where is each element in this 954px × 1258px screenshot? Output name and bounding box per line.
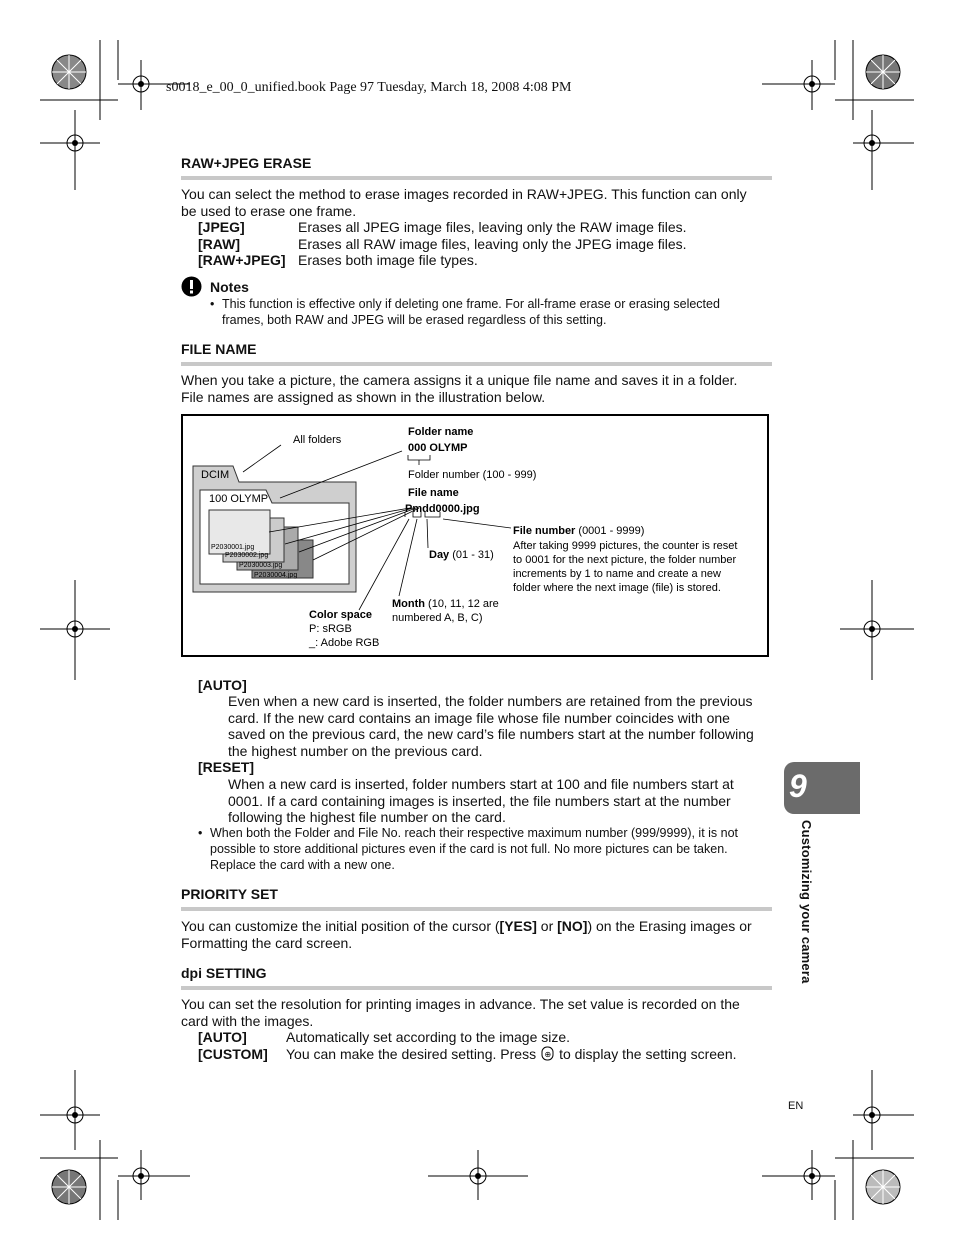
file-name-label: File name [408,487,459,499]
month-label: Month [392,598,425,610]
text-span: or [536,918,558,934]
text-line: saved on the previous card, the new card’s file numbers start at the number following [228,726,754,743]
month-title [392,598,499,610]
month-range: (10, 11, 12 are [424,598,499,610]
dpi-intro [181,996,781,1029]
text-line: File names are assigned as shown in the illustration below. [181,388,546,405]
file-number-desc: folder where the next image (file) is stored. [513,582,721,594]
option-term: [JPEG] [198,219,245,235]
file-number-label: File number [513,525,576,537]
text-line: Even when a new card is inserted, the folder numbers are retained from the previous [228,693,753,709]
chapter-number: 9 [789,768,807,804]
chapter-title: Customizing your camera [799,820,814,984]
folder-name-label: Folder name [408,426,474,438]
section-rule [181,907,772,911]
language-label: EN [788,1100,804,1112]
day-label: Day [429,549,450,561]
section-title-raw-jpeg: RAW+JPEG ERASE [181,155,312,171]
notes-exclamation-icon [181,276,202,297]
text-line: When a new card is inserted, folder numbers start at 100 and file numbers start at [228,776,734,792]
option-term: [CUSTOM] [198,1045,268,1062]
file-number-title [513,525,644,537]
option-desc-2: to display the setting screen. [559,1045,737,1062]
text-span: You can customize the initial position of the cursor ( [181,918,500,934]
option-desc: Erases both image file types. [298,252,478,269]
reset-desc [228,776,778,826]
olymp-folder-label: 100 OLYMP [209,493,269,505]
option-desc: You can make the desired setting. Press [286,1045,537,1062]
option-term: [RAW+JPEG] [198,252,286,269]
text-line: Replace the card with a new one. [210,858,395,872]
dcim-label: DCIM [201,469,230,481]
option-desc: Automatically set according to the image size. [286,1029,571,1045]
folder-number-label: Folder number (100 - 999) [408,469,537,481]
text-line: following the highest file number on the card. [228,809,506,826]
option-row [198,1046,737,1063]
month-range-2: numbered A, B, C) [392,612,483,624]
section-title-dpi: dpi SETTING [181,965,267,981]
raw-jpeg-options [198,219,687,269]
option-desc: Erases all JPEG image files, leaving only the RAW image files. [298,219,687,235]
text-line: frames, both RAW and JPEG will be erased regardless of this setting. [222,313,607,327]
max-number-bullet [198,825,775,873]
option-row [198,236,687,253]
option-row [198,252,687,269]
text-line: You can select the method to erase images recorded in RAW+JPEG. This function can only [181,186,747,202]
section-title-priority: PRIORITY SET [181,886,278,902]
text-line: card. If the new card contains an image file whose file number coincides with one [228,709,730,726]
raw-jpeg-intro [181,186,781,219]
text-line: Formatting the card screen. [181,934,353,951]
text-line: This function is effective only if deleting one frame. For all-frame erase or erasing selected [222,297,720,311]
chapter-tab [784,762,860,814]
option-row [198,1029,737,1046]
text-line: the highest number on the previous card. [228,742,483,759]
file-name-4: P2030004.jpg [254,572,298,579]
priority-text [181,918,781,951]
color-space-label: Color space [309,609,372,621]
file-name-1: P2030001.jpg [211,544,255,551]
bullet-dot: • [210,297,215,311]
note-bullet [210,296,720,328]
no-option: [NO] [557,918,588,934]
text-line: possible to store additional pictures even if the card is not full. No more pictures can be taken. [210,842,728,856]
text-line: When you take a picture, the camera assigns it a unique file name and saves it in a folder. [181,372,738,388]
yes-option: [YES] [499,918,537,934]
text-line: card with the images. [181,1012,314,1029]
notes-heading: Notes [210,279,249,295]
text-line: You can set the resolution for printing images in advance. The set value is recorded on the [181,996,740,1012]
file-name-intro [181,372,781,405]
folder-name-value: 000 OLYMP [408,442,468,454]
color-space-p: P: sRGB [309,623,352,635]
text-span: ) on the Erasing images or [587,918,752,934]
file-number-desc: increments by 1 to name and create a new [513,568,721,580]
file-name-3: P2030003.jpg [239,562,283,569]
file-name-2: P2030002.jpg [225,552,269,559]
reset-term: [RESET] [198,759,254,775]
section-rule [181,176,772,180]
bullet-dot: • [198,826,203,840]
auto-term: [AUTO] [198,677,247,693]
file-number-range: (0001 - 9999) [575,525,645,537]
book-header: s0018_e_00_0_unified.book Page 97 Tuesday, March 18, 2008 4:08 PM [166,80,572,95]
text-line [181,918,781,935]
day-title [429,549,494,561]
section-rule [181,986,772,990]
dpi-options [198,1029,737,1062]
text-line: be used to erase one frame. [181,202,357,219]
section-title-file-name: FILE NAME [181,341,257,357]
option-desc: Erases all RAW image files, leaving only the JPEG image files. [298,235,687,252]
ok-button-icon [539,1046,556,1061]
file-name-value: Pmdd0000.jpg [405,503,480,515]
file-number-desc: After taking 9999 pictures, the counter is reset [513,540,738,552]
text-line: When both the Folder and File No. reach their respective maximum number (999/9999), it is not [210,826,739,840]
file-name-diagram [181,414,770,657]
section-rule [181,362,772,366]
color-space-u: _: Adobe RGB [309,637,380,649]
svg-text:⊕: ⊕ [544,1049,552,1059]
auto-desc [228,693,778,759]
day-range: (01 - 31) [449,549,494,561]
file-number-desc: to 0001 for the next picture, the folder number [513,554,737,566]
option-term: [AUTO] [198,1029,247,1045]
option-row [198,219,687,236]
text-line: 0001. If a card containing images is inserted, the file numbers start at the number [228,792,731,809]
option-term: [RAW] [198,235,240,252]
all-folders-label: All folders [293,434,342,446]
